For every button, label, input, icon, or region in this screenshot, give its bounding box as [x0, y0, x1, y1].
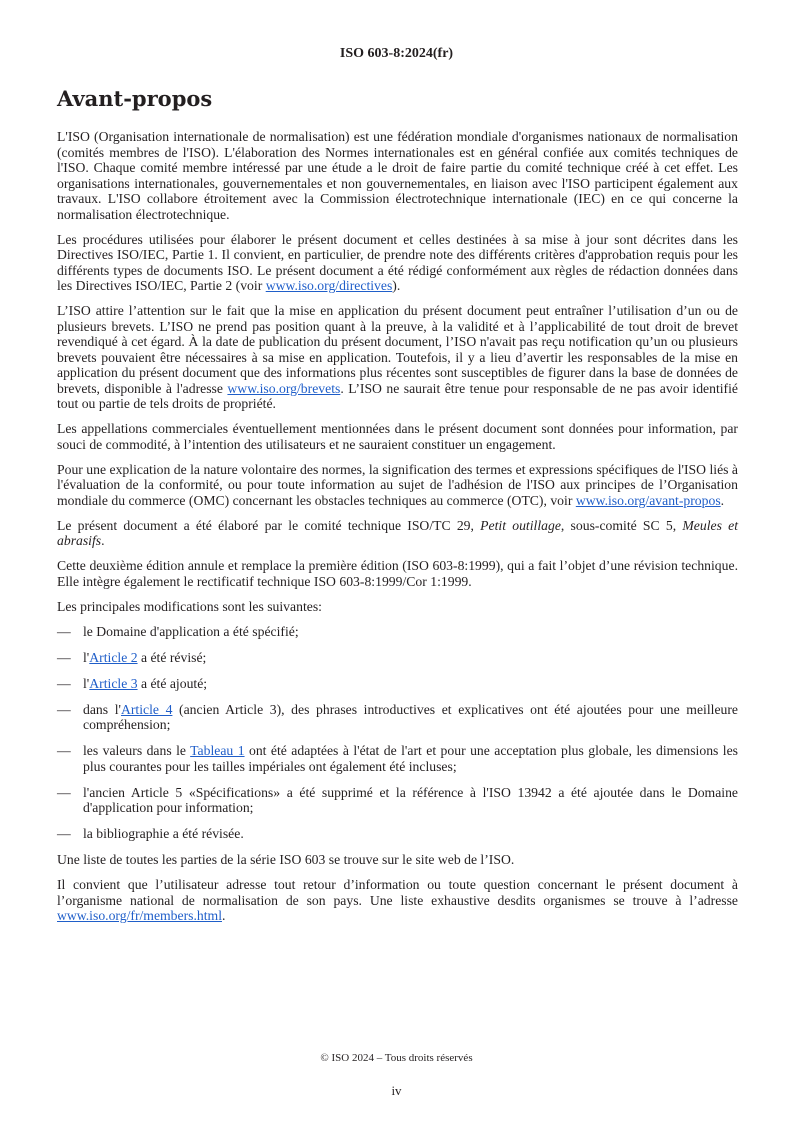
- paragraph-text: Les procédures utilisées pour élaborer le présent document et celles destinées à sa mise à jour sont décrites dans les Directives ISO/IEC, Partie 1. Il convient, en particulier, de prendre note des différents critères d'approbation requis pour les différents types de documents ISO. Le présent document a été rédigé conformément aux règles de rédaction données dans les Directives ISO/IEC, Partie 2 (voir: [57, 231, 738, 293]
- paragraph-trade-names: Les appellations commerciales éventuellement mentionnées dans le présent document sont données pour information, par souci de commodité, à l’intention des utilisateurs et ne sauraient constituer un engagement.: [57, 421, 738, 452]
- paragraph-text: Pour une explication de la nature volontaire des normes, la signification des termes et expressions spécifiques de l'ISO liés à l'évaluation de la conformité, ou pour toute information au sujet de l'adhésion de l'ISO aux principes de l’Organisation mondiale du commerce (OMC) concernant les obstacles techniques au commerce (OTC), voir: [57, 461, 738, 508]
- dash-marker: —: [57, 701, 71, 717]
- section-title: Avant-propos: [57, 86, 213, 111]
- dash-marker: —: [57, 649, 71, 665]
- dash-marker: —: [57, 675, 71, 691]
- paragraph-text: .: [720, 492, 725, 508]
- link-article-2[interactable]: Article 2: [89, 649, 138, 665]
- dash-marker: —: [57, 743, 71, 758]
- paragraph-text: .: [101, 533, 105, 548]
- paragraph-text: Il convient que l’utilisateur adresse tout retour d’information ou toute question concernant le présent document à l’organisme national de normalisation de son pays. Une liste exhaustive desdits organismes se trouve à l’adresse: [57, 877, 738, 908]
- copyright-footer: © ISO 2024 – Tous droits réservés: [320, 1052, 473, 1064]
- page-number: iv: [391, 1083, 402, 1098]
- list-item: [57, 785, 738, 816]
- paragraph-text: .: [222, 908, 226, 923]
- paragraph-text: ).: [392, 278, 401, 293]
- paragraph-procedures: [57, 232, 738, 294]
- list-item-text: la bibliographie a été révisée.: [83, 826, 244, 841]
- paragraph-patents: [57, 303, 738, 412]
- paragraph-text: L’ISO attire l’attention sur le fait que la mise en application du présent document peut entraîner l’utilisation d’un ou de plusieurs brevets. L’ISO ne prend pas position quant à la preuve, à la validité et à l’applicabilité de tout droit de brevet revendiqué à cet égard. À la date de publication du présent document, l’ISO n'avait pas reçu notification qu’un ou plusieurs brevets pouvaient être nécessaires à sa mise en application. Toutefois, il y a lieu d’avertir les responsables de la mise en application du présent document que des informations plus récentes sont susceptibles de figurer dans la base de données de brevets, disponible à l'adresse: [57, 303, 738, 396]
- committee-title: Petit outillage: [480, 517, 561, 533]
- list-item: [57, 743, 738, 774]
- list-item: [57, 624, 738, 640]
- list-item-text: l': [83, 675, 90, 691]
- list-item: [57, 702, 738, 733]
- list-item-text: l'ancien Article 5 «Spécifications» a été supprimé et la référence à l'ISO 13942 a été ajoutée dans le Domaine d'application pour information;: [83, 784, 738, 815]
- list-item-text: dans l': [83, 701, 121, 717]
- paragraph-text: Le présent document a été élaboré par le comité technique ISO/TC 29,: [57, 517, 481, 533]
- list-item: [57, 676, 738, 692]
- paragraph-edition: Cette deuxième édition annule et remplace la première édition (ISO 603-8:1999), qui a fait l’objet d’une révision technique. Elle intègre également le rectificatif technique ISO 603-8:1999/Cor 1:1999.: [57, 558, 738, 589]
- list-item-text: (ancien Article 3), des phrases introductives et explicatives ont été ajoutées pour une meilleure compréhension;: [83, 701, 738, 732]
- paragraph-feedback: [57, 877, 738, 924]
- link-directives[interactable]: www.iso.org/directives: [265, 278, 393, 293]
- changes-list: [57, 624, 738, 842]
- paragraph-committee: [57, 518, 738, 549]
- subcommittee-title: Meules et abrasifs: [57, 517, 738, 548]
- paragraph-changes-intro: Les principales modifications sont les suivantes:: [57, 598, 322, 614]
- paragraph-voluntary-nature: [57, 462, 738, 509]
- paragraph-series-parts: Une liste de toutes les parties de la série ISO 603 se trouve sur le site web de l’ISO.: [57, 852, 515, 867]
- list-item: [57, 650, 738, 666]
- list-item-text: l': [83, 649, 90, 665]
- paragraph-text: . L’ISO ne saurait être tenue pour responsable de ne pas avoir identifié tout ou partie de tels droits de propriété.: [57, 380, 738, 411]
- paragraph-text: , sous-comité SC 5,: [560, 517, 683, 533]
- dash-marker: —: [57, 784, 71, 800]
- link-tableau-1[interactable]: Tableau 1: [190, 743, 245, 758]
- link-article-3[interactable]: Article 3: [89, 675, 138, 691]
- list-item-text: a été ajouté;: [137, 675, 208, 691]
- link-members[interactable]: www.iso.org/fr/members.html: [57, 908, 222, 923]
- list-item-text: les valeurs dans le: [83, 743, 191, 758]
- link-article-4[interactable]: Article 4: [120, 701, 173, 717]
- list-item-text: ont été adaptées à l'état de l'art et pour une acceptation plus globale, les dimensions les plus courantes pour les tailles impériales ont également été incluses;: [83, 743, 738, 774]
- link-avant-propos[interactable]: www.iso.org/avant-propos: [575, 492, 721, 508]
- list-item-text: le Domaine d'application a été spécifié;: [83, 623, 299, 639]
- paragraph-iso-overview: L'ISO (Organisation internationale de normalisation) est une fédération mondiale d'organismes nationaux de normalisation (comités membres de l'ISO). L'élaboration des Normes internationales est en général confiée aux comités techniques de l'ISO. Chaque comité membre intéressé par une étude a le droit de faire partie du comité technique créé à cet effet. Les organisations internationales, gouvernementales et non gouvernementales, en liaison avec l'ISO participent également aux travaux. L'ISO collabore étroitement avec la Commission électrotechnique internationale (IEC) en ce qui concerne la normalisation électrotechnique.: [57, 129, 738, 222]
- list-item: [57, 826, 738, 842]
- foreword-body: [57, 129, 738, 933]
- dash-marker: —: [57, 826, 71, 841]
- document-header: ISO 603-8:2024(fr): [339, 46, 454, 61]
- dash-marker: —: [57, 623, 71, 639]
- link-brevets[interactable]: www.iso.org/brevets: [227, 380, 341, 396]
- list-item-text: a été révisé;: [137, 649, 207, 665]
